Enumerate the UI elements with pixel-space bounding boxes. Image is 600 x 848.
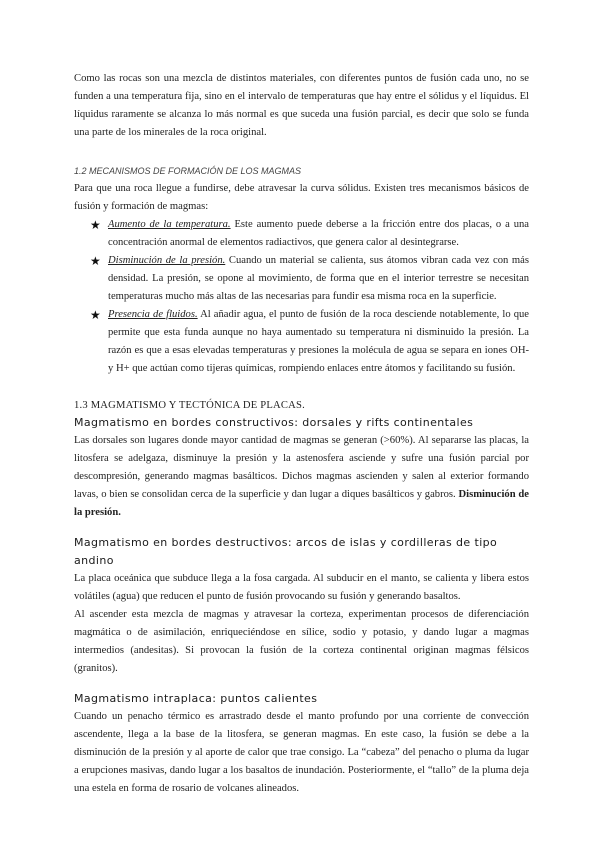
list-item <box>74 306 529 378</box>
intraplate-subheading: Magmatismo intraplaca: puntos calientes <box>74 692 318 705</box>
star-bullet-icon: ★ <box>90 218 101 232</box>
list-item <box>74 216 529 252</box>
list-item-term: Disminución de la presión. <box>108 255 226 266</box>
destructive-paragraph-1: La placa oceánica que subduce llega a la fosa cargada. Al subducir en el manto, se calienta y libera estos volátiles (agua) que reducen el punto de fusión provocando su fusión y generando basaltos. <box>74 573 529 602</box>
constructive-paragraph <box>74 432 529 522</box>
list-item-term: Aumento de la temperatura. <box>108 219 231 230</box>
spacer <box>74 678 529 690</box>
constructive-bold: Disminución de la presión. <box>74 489 529 518</box>
intraplate-paragraph: Cuando un penacho térmico es arrastrado desde el manto profundo por una corriente de convección ascendente, llega a la base de la litosfera, se generan magmas. En este caso, la fusión se debe a la disminución de la presión y al aporte de calor que trae consigo. La “cabeza” del penacho o pluma da lugar a erupciones masivas, dando lugar a los basaltos de inundación. Posteriormente, el “tallo” de la pluma deja una estela en forma de rosario de volcanes alineados. <box>74 711 529 794</box>
document-page <box>74 70 529 798</box>
mechanisms-list <box>74 216 529 378</box>
mechanisms-heading: 1.2 MECANISMOS DE FORMACIÓN DE LOS MAGMAS <box>74 166 302 176</box>
constructive-subheading: Magmatismo en bordes constructivos: dorsales y rifts continentales <box>74 416 474 429</box>
list-item <box>74 252 529 306</box>
tectonics-heading: 1.3 MAGMATISMO Y TECTÓNICA DE PLACAS. <box>74 400 305 411</box>
destructive-paragraph-2: Al ascender esta mezcla de magmas y atravesar la corteza, experimentan procesos de diferenciación magmática o de asimilación, enriqueciéndose en sílice, sodio y potasio, y dando lugar a magmas intermedios (andesitas). Si provocan la fusión de la corteza continental originan magmas félsicos (granitos). <box>74 609 529 674</box>
list-item-term: Presencia de fluidos. <box>108 309 198 320</box>
constructive-text: Las dorsales son lugares donde mayor cantidad de magmas se generan (>60%). Al separarse las placas, la litosfera se adelgaza, disminuye la presión y la astenosfera asciende y sufre una fusión parcial por descompresión, generando magmas basálticos. Dichos magmas ascienden y salen al exterior formando lavas, o bien se consolidan cerca de la superficie y dan lugar a diques basálticos y gabros. <box>74 435 529 500</box>
list-item-text: Este aumento puede deberse a la fricción entre dos placas, o a una concentración anormal de elementos radiactivos, que genera calor al desintegrarse. <box>108 219 529 248</box>
star-bullet-icon: ★ <box>90 254 101 268</box>
spacer <box>74 522 529 534</box>
list-item-text: Cuando un material se calienta, sus átomos vibran cada vez con más densidad. La presión, se opone al movimiento, de forma que en el interior terrestre se necesitan temperaturas mucho más altas de las necesarias para fundir esa misma roca en la superficie. <box>108 255 529 302</box>
star-bullet-icon: ★ <box>90 308 101 322</box>
list-item-text: Al añadir agua, el punto de fusión de la roca desciende notablemente, lo que permite que esta funda aunque no haya aumentado su temperatura ni disminuido la presión. La razón es que a esas elevadas temperaturas y presiones la molécula de agua se separa en iones OH- y H+ que actúan como tijeras químicas, rompiendo enlaces entre átomos y facilitando su fusión. <box>108 309 529 374</box>
mechanisms-intro: Para que una roca llegue a fundirse, debe atravesar la curva sólidus. Existen tres mecanismos básicos de fusión y formación de magmas: <box>74 183 529 212</box>
intro-paragraph: Como las rocas son una mezcla de distintos materiales, con diferentes puntos de fusión cada uno, no se funden a una temperatura fija, sino en el intervalo de temperaturas que hay entre el sólidus y el líquidus. El líquidus raramente se alcanza lo más normal es que suceda una fusión parcial, es decir que solo se funda una parte de los minerales de la roca original. <box>74 73 529 138</box>
destructive-subheading: Magmatismo en bordes destructivos: arcos de islas y cordilleras de tipo andino <box>74 536 498 567</box>
